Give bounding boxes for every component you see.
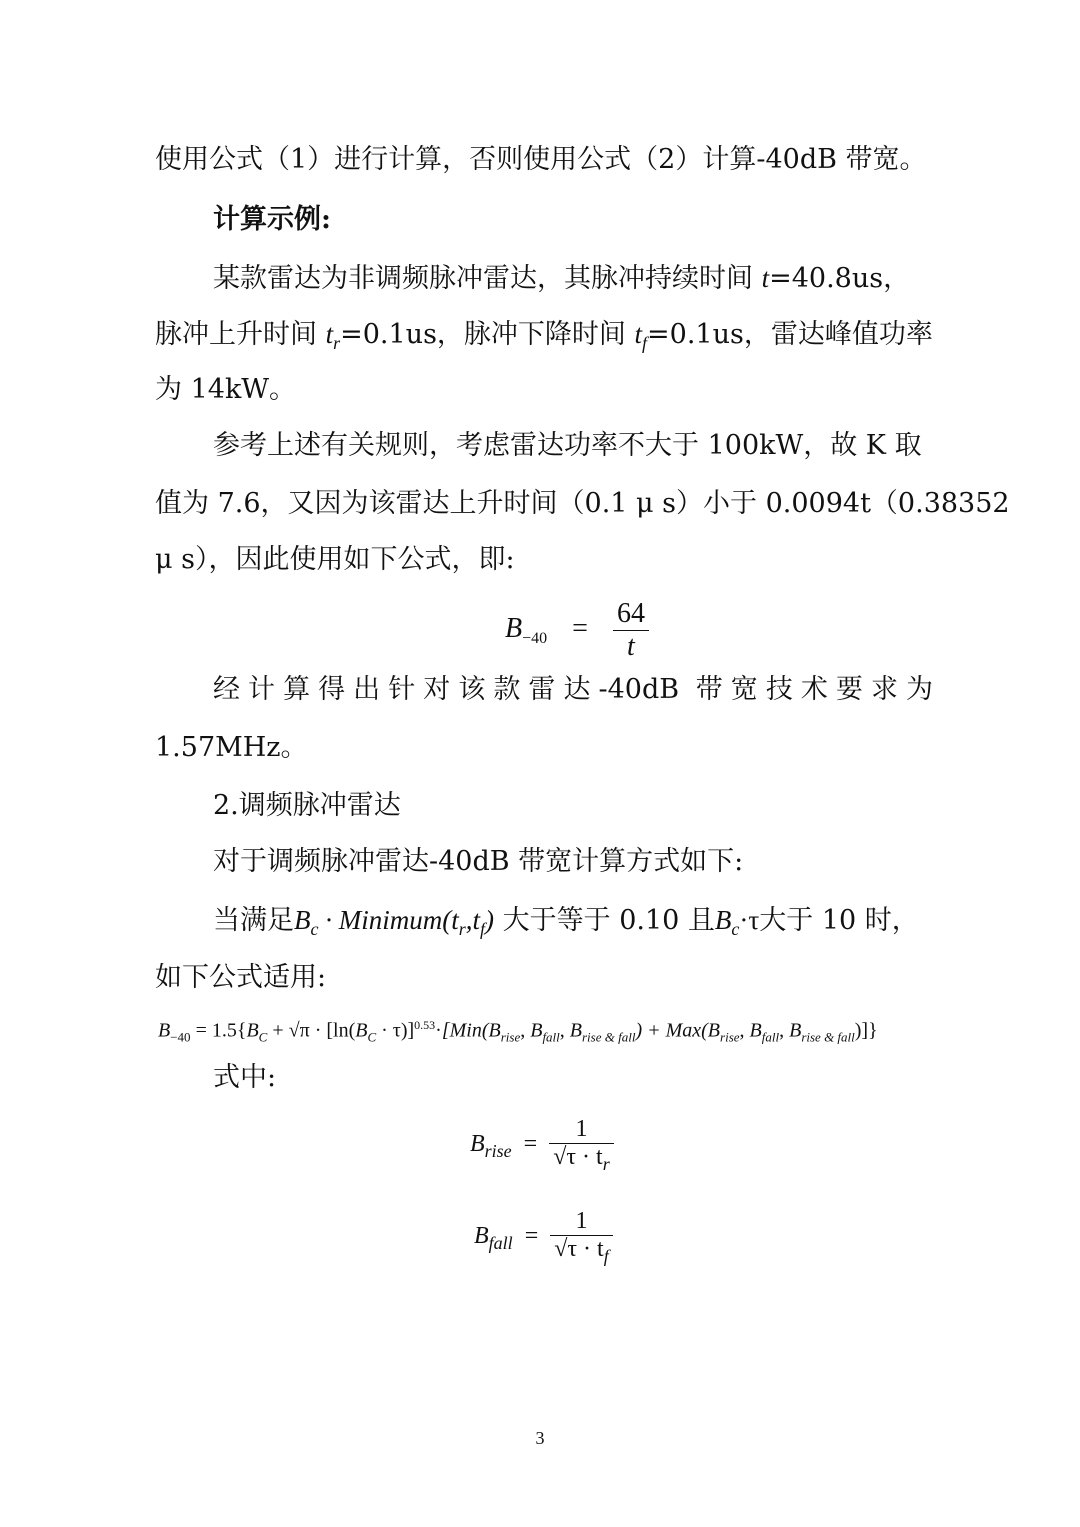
eq2-rise-sub: rise bbox=[500, 1029, 521, 1045]
text-segment: =0.1us，雷达峰值功率 bbox=[647, 319, 933, 350]
eq4-op: = bbox=[524, 1223, 539, 1250]
para-line-12: 对于调频脉冲雷达-40dB 带宽计算方式如下: bbox=[213, 846, 744, 877]
eq2-Bc: B bbox=[246, 1019, 259, 1042]
eq4-lhs: B bbox=[474, 1223, 489, 1250]
para-line-8: μ s），因此使用如下公式，即: bbox=[155, 544, 515, 575]
para-line-13 bbox=[213, 900, 919, 949]
eq4-fraction bbox=[550, 1208, 613, 1267]
eq3-den-text: √τ · t bbox=[553, 1144, 603, 1170]
eq-lhs-sub: −40 bbox=[522, 629, 548, 647]
eq2-tau: · τ)] bbox=[376, 1019, 415, 1042]
eq2-c-sub: C bbox=[258, 1029, 268, 1045]
sub-r: r bbox=[458, 919, 466, 939]
eq4-den-text: √τ · t bbox=[554, 1236, 604, 1262]
eq2-power: 0.53 bbox=[414, 1018, 436, 1032]
eq3-op: = bbox=[523, 1131, 538, 1158]
sub-f: f bbox=[480, 919, 486, 939]
eq2-Bc2: B bbox=[355, 1019, 368, 1042]
eq3-fraction bbox=[549, 1116, 614, 1175]
para-line-9: 经计算得出针对该款雷达-40dB 带宽技术要求为 bbox=[213, 674, 933, 705]
sub-r: r bbox=[333, 333, 341, 353]
para-line-6: 参考上述有关规则，考虑雷达功率不大于 100kW，故 K 取 bbox=[213, 430, 922, 461]
equation-b40-fm: $B_{-40} = 1.5\{B_C + √\pi \cdot [\ln(B_C \cdot \tau)]^{0.53}\cdot[Min(B_{rise}$, $B_{fall}$, $B_{rise \& fall}) + Max(B_{rise}$, $B_{fall}$, $B_{rise \& fall}$)]} bbox=[158, 1018, 878, 1045]
eq-fraction bbox=[613, 598, 649, 663]
tau-symbol: ·τ bbox=[739, 905, 760, 935]
page-number: 3 bbox=[535, 1428, 545, 1448]
para-line-15: 式中: bbox=[213, 1062, 277, 1093]
eq-den: t bbox=[613, 630, 649, 663]
para-line-10: 1.57MHz。 bbox=[155, 732, 308, 763]
eq-num: 64 bbox=[616, 598, 645, 629]
eq-op: = bbox=[572, 612, 588, 644]
text-segment: 某款雷达为非调频脉冲雷达，其脉冲持续时间 bbox=[213, 263, 762, 294]
para-line-7: 值为 7.6，又因为该雷达上升时间（0.1 μ s）小于 0.0094t（0.38352 bbox=[155, 488, 1010, 519]
eq2-fall-sub: fall bbox=[761, 1029, 780, 1045]
sub-f: f bbox=[642, 333, 648, 353]
var-tf: t bbox=[634, 319, 643, 349]
text-segment: 大于等于 0.10 且 bbox=[494, 905, 715, 936]
var-B: B bbox=[294, 905, 311, 935]
eq2-lhs: B bbox=[158, 1019, 171, 1042]
eq4-num: 1 bbox=[575, 1208, 588, 1234]
eq2-fall-sub: fall bbox=[542, 1029, 560, 1045]
eq4-lhs-sub: fall bbox=[488, 1233, 513, 1254]
equation-bfall bbox=[474, 1208, 613, 1267]
var-B: B bbox=[714, 905, 732, 935]
para-line-14: 如下公式适用: bbox=[155, 962, 327, 993]
eq4-den bbox=[550, 1235, 613, 1267]
eq3-lhs: B bbox=[470, 1131, 485, 1158]
eq-lhs: B bbox=[505, 612, 523, 644]
eq3-den bbox=[549, 1143, 614, 1175]
eq2-risefall-sub: rise & fall bbox=[582, 1029, 636, 1045]
eq2-risefall-sub: rise & fall bbox=[801, 1029, 855, 1045]
eq2-dot: · bbox=[435, 1019, 442, 1042]
text-segment: 脉冲上升时间 bbox=[155, 319, 326, 350]
var-t: t bbox=[761, 263, 770, 293]
eq2-sqrtpi: + √π · [ln( bbox=[267, 1019, 356, 1042]
equation-b40-nonfm bbox=[505, 598, 649, 663]
text-segment: 大于 10 时， bbox=[759, 905, 919, 936]
subsection-heading-fm: 2.调频脉冲雷达 bbox=[213, 790, 401, 821]
var-tr: t bbox=[325, 319, 334, 349]
sub-c: c bbox=[731, 919, 740, 939]
eq2-mid: = 1.5{ bbox=[195, 1019, 247, 1042]
para-line-4 bbox=[155, 314, 933, 363]
para-line-3 bbox=[213, 258, 910, 299]
eq2-max: ) + Max(B bbox=[635, 1019, 721, 1042]
sub-c: c bbox=[310, 919, 319, 939]
eq3-den-sub: r bbox=[602, 1154, 610, 1174]
section-heading-example: 计算示例: bbox=[213, 204, 331, 235]
text-segment: 当满足 bbox=[213, 905, 294, 936]
comma-t: ,t bbox=[465, 905, 481, 935]
eq3-num: 1 bbox=[575, 1116, 588, 1142]
eq2-min: [Min(B bbox=[441, 1019, 501, 1042]
minimum-func: · Minimum(t bbox=[318, 905, 459, 935]
eq2-end: )]} bbox=[854, 1019, 878, 1042]
eq2-c2-sub: C bbox=[367, 1029, 377, 1045]
para-line-5: 为 14kW。 bbox=[155, 374, 297, 405]
text-segment: =40.8us， bbox=[769, 263, 911, 294]
equation-brise bbox=[470, 1116, 614, 1175]
close-paren: ) bbox=[485, 905, 495, 935]
eq4-den-sub: f bbox=[603, 1246, 609, 1266]
eq2-lhs-sub: −40 bbox=[170, 1029, 191, 1045]
eq3-lhs-sub: rise bbox=[484, 1141, 512, 1162]
eq2-rise-sub: rise bbox=[720, 1029, 740, 1045]
text-segment: =0.1us，脉冲下降时间 bbox=[340, 319, 635, 350]
para-line-1: 使用公式（1）进行计算，否则使用公式（2）计算-40dB 带宽。 bbox=[155, 144, 927, 175]
